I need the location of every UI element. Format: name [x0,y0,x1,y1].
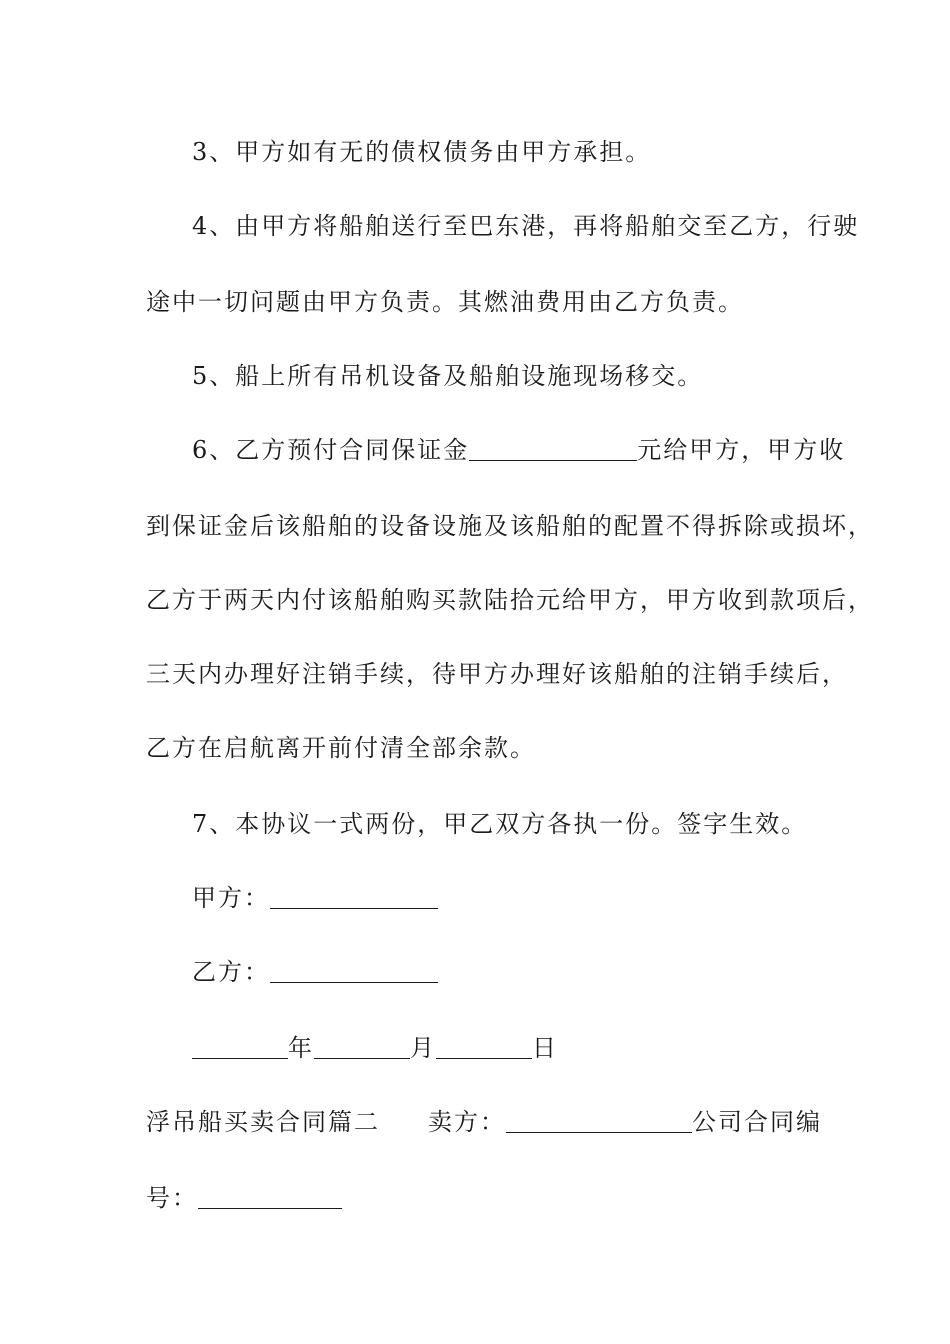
month-label: 月 [410,1034,436,1062]
seller-suffix: 公司合同编 [692,1108,822,1136]
clause-7: 7、本协议一式两份，甲乙双方各执一份。签字生效。 [192,810,808,838]
seller-label: 卖方： [428,1108,506,1136]
date-line [192,1030,830,1066]
party-b-label: 乙方： [192,958,270,986]
clause-6-line-3: 乙方于两天内付该船舶购买款陆拾元给甲方，甲方收到款项后， [146,586,874,614]
clause-6-suffix: 元给甲方，甲方收 [637,436,846,464]
clause-5: 5、船上所有吊机设备及船舶设施现场移交。 [192,362,704,390]
month-blank [314,1034,410,1059]
year-label: 年 [288,1034,314,1062]
clause-6-line-4: 三天内办理好注销手续，待甲方办理好该船舶的注销手续后， [146,660,848,688]
day-label: 日 [532,1034,558,1062]
year-blank [192,1034,288,1059]
party-a-blank [270,884,438,909]
contract-number-label: 号： [146,1184,198,1212]
party-a-label: 甲方： [192,884,270,912]
clause-6-prefix: 6、乙方预付合同保证金 [192,436,470,464]
clause-4-line-1: 4、由甲方将船舶送行至巴东港，再将船舶交至乙方，行驶 [192,212,860,240]
day-blank [436,1034,532,1059]
clause-4-line-2: 途中一切问题由甲方负责。其燃油费用由乙方负责。 [146,288,744,316]
clause-3: 3、甲方如有无的债权债务由甲方承担。 [192,138,652,166]
seller-blank [506,1108,692,1133]
contract-number-blank [198,1184,342,1209]
clause-6-line-2: 到保证金后该船舶的设备设施及该船舶的配置不得拆除或损坏， [146,512,874,540]
section-2-heading: 浮吊船买卖合同篇二 [146,1108,380,1136]
section-2-heading-line [146,1104,830,1140]
contract-number-line [146,1180,830,1216]
clause-6-line-1 [192,432,846,468]
clause-6-line-5: 乙方在启航离开前付清全部余款。 [146,734,536,762]
deposit-amount-blank [469,436,637,461]
party-b-blank [270,958,438,983]
party-a-signature-line [192,880,830,916]
party-b-signature-line [192,954,830,990]
